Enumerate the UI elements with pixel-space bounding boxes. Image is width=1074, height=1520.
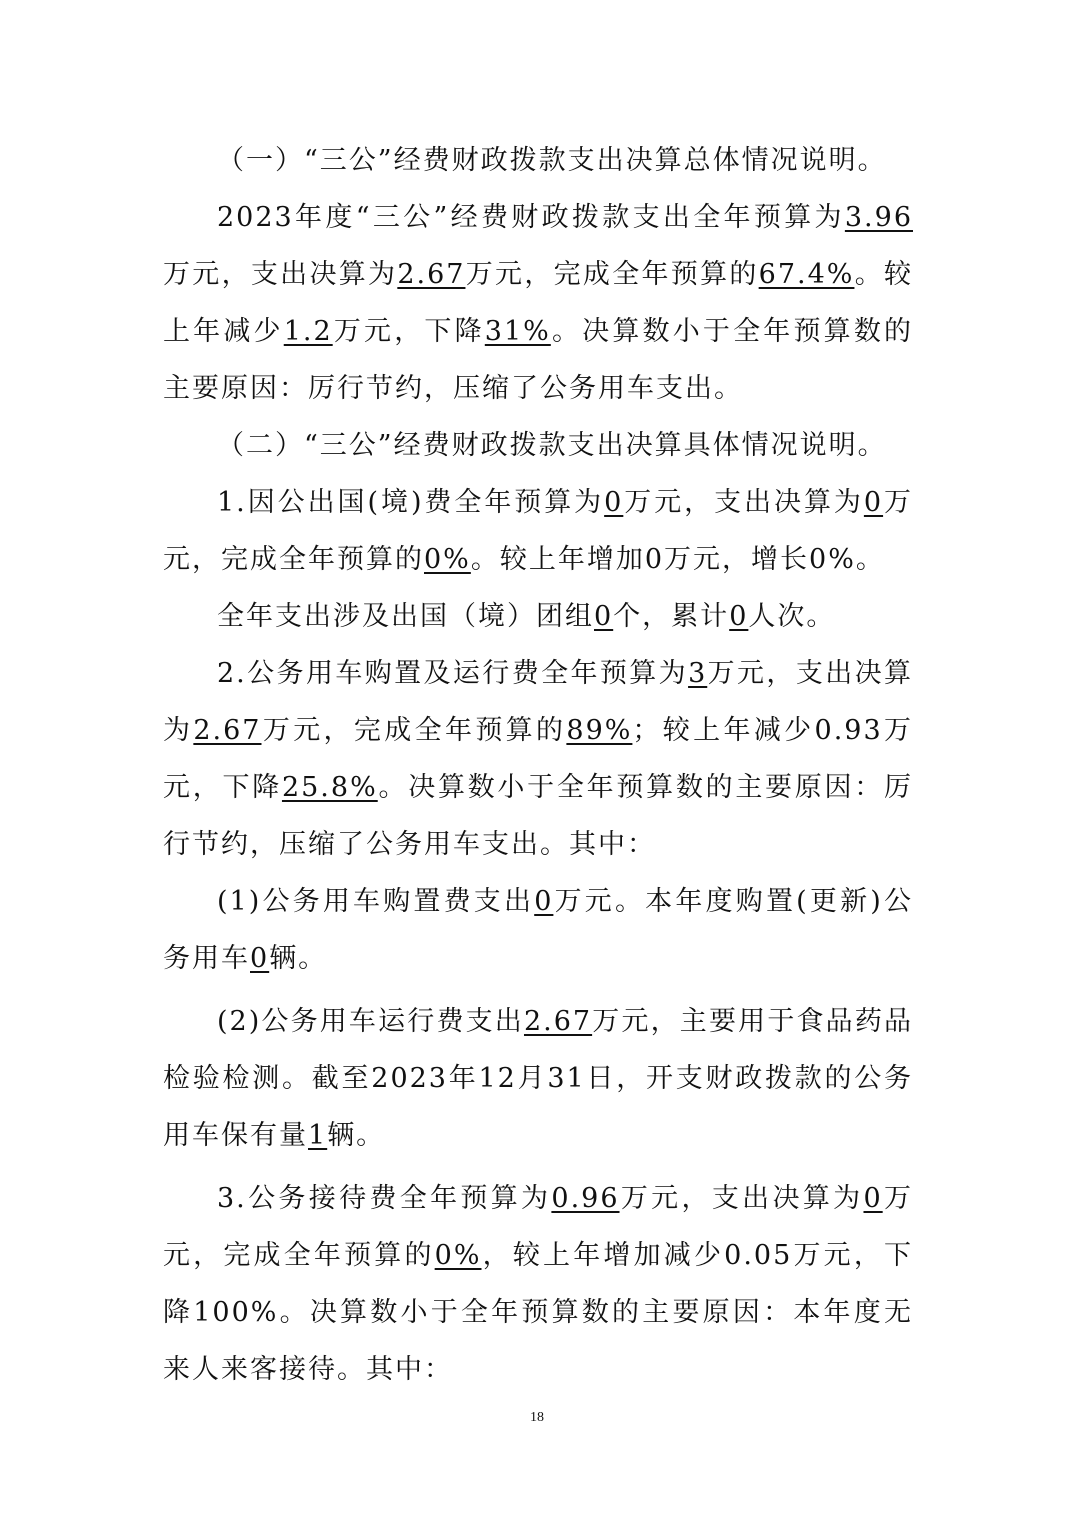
- completion-rate-value: 67.4%: [758, 259, 855, 290]
- item1-overseas-paragraph: 1.因公出国(境)费全年预算为0万元，支出决算为0万元，完成全年预算的0%。较上年增加0万元，增长0%。: [163, 487, 914, 575]
- decrease-rate-value: 31%: [484, 316, 551, 347]
- purchase-amount-value: 0: [534, 886, 554, 917]
- reception-budget-value: 0.96: [551, 1183, 620, 1214]
- vehicle-rate-value: 89%: [566, 715, 633, 746]
- item2-vehicle-paragraph: 2.公务用车购置及运行费全年预算为3万元，支出决算为2.67万元，完成全年预算的89%；较上年减少0.93万元，下降25.8%。决算数小于全年预算数的主要原因：厉行节约，压缩了公务用车支出。其中：: [163, 658, 914, 860]
- vehicle-operation-paragraph: (2)公务用车运行费支出2.67万元，主要用于食品药品检验检测。截至2023年12月31日，开支财政拨款的公务用车保有量1辆。: [163, 1006, 914, 1151]
- groups-persons-value: 0: [729, 601, 749, 632]
- operation-vehicles-value: 1: [308, 1120, 328, 1151]
- budget-total-value: 3.96: [844, 202, 913, 233]
- vehicle-budget-value: 3: [688, 658, 708, 689]
- vehicle-decrease-rate-value: 25.8%: [281, 772, 378, 803]
- overseas-rate-value: 0%: [424, 544, 471, 575]
- section1-summary-paragraph: 2023年度“三公”经费财政拨款支出全年预算为3.96万元，支出决算为2.67万元，完成全年预算的67.4%。较上年减少1.2万元，下降31%。决算数小于全年预算数的主要原因：厉行节约，压缩了公务用车支出。: [163, 202, 914, 404]
- section2-heading: （二）“三公”经费财政拨款支出决算具体情况说明。: [217, 430, 887, 461]
- vehicle-actual-value: 2.67: [193, 715, 262, 746]
- section1-heading: （一）“三公”经费财政拨款支出决算总体情况说明。: [217, 145, 887, 176]
- operation-amount-value: 2.67: [523, 1006, 593, 1037]
- vehicle-purchase-paragraph: (1)公务用车购置费支出0万元。本年度购置(更新)公务用车0辆。: [163, 886, 913, 974]
- reception-actual-value: 0: [863, 1183, 883, 1214]
- actual-total-value: 2.67: [397, 259, 466, 290]
- decrease-amount-value: 1.2: [283, 316, 333, 347]
- reception-rate-value: 0%: [434, 1240, 482, 1271]
- document-body: [163, 132, 913, 1398]
- groups-count-value: 0: [594, 601, 614, 632]
- purchase-vehicles-value: 0: [250, 943, 270, 974]
- overseas-actual-value: 0: [863, 487, 884, 518]
- page-number: 18: [530, 1410, 544, 1425]
- item3-reception-paragraph: 3.公务接待费全年预算为0.96万元，支出决算为0万元，完成全年预算的0%，较上年增加减少0.05万元，下降100%。决算数小于全年预算数的主要原因：本年度无来人来客接待。其中：: [163, 1183, 914, 1385]
- overseas-budget-value: 0: [604, 487, 624, 518]
- overseas-groups-paragraph: 全年支出涉及出国（境）团组0个，累计0人次。: [217, 601, 836, 632]
